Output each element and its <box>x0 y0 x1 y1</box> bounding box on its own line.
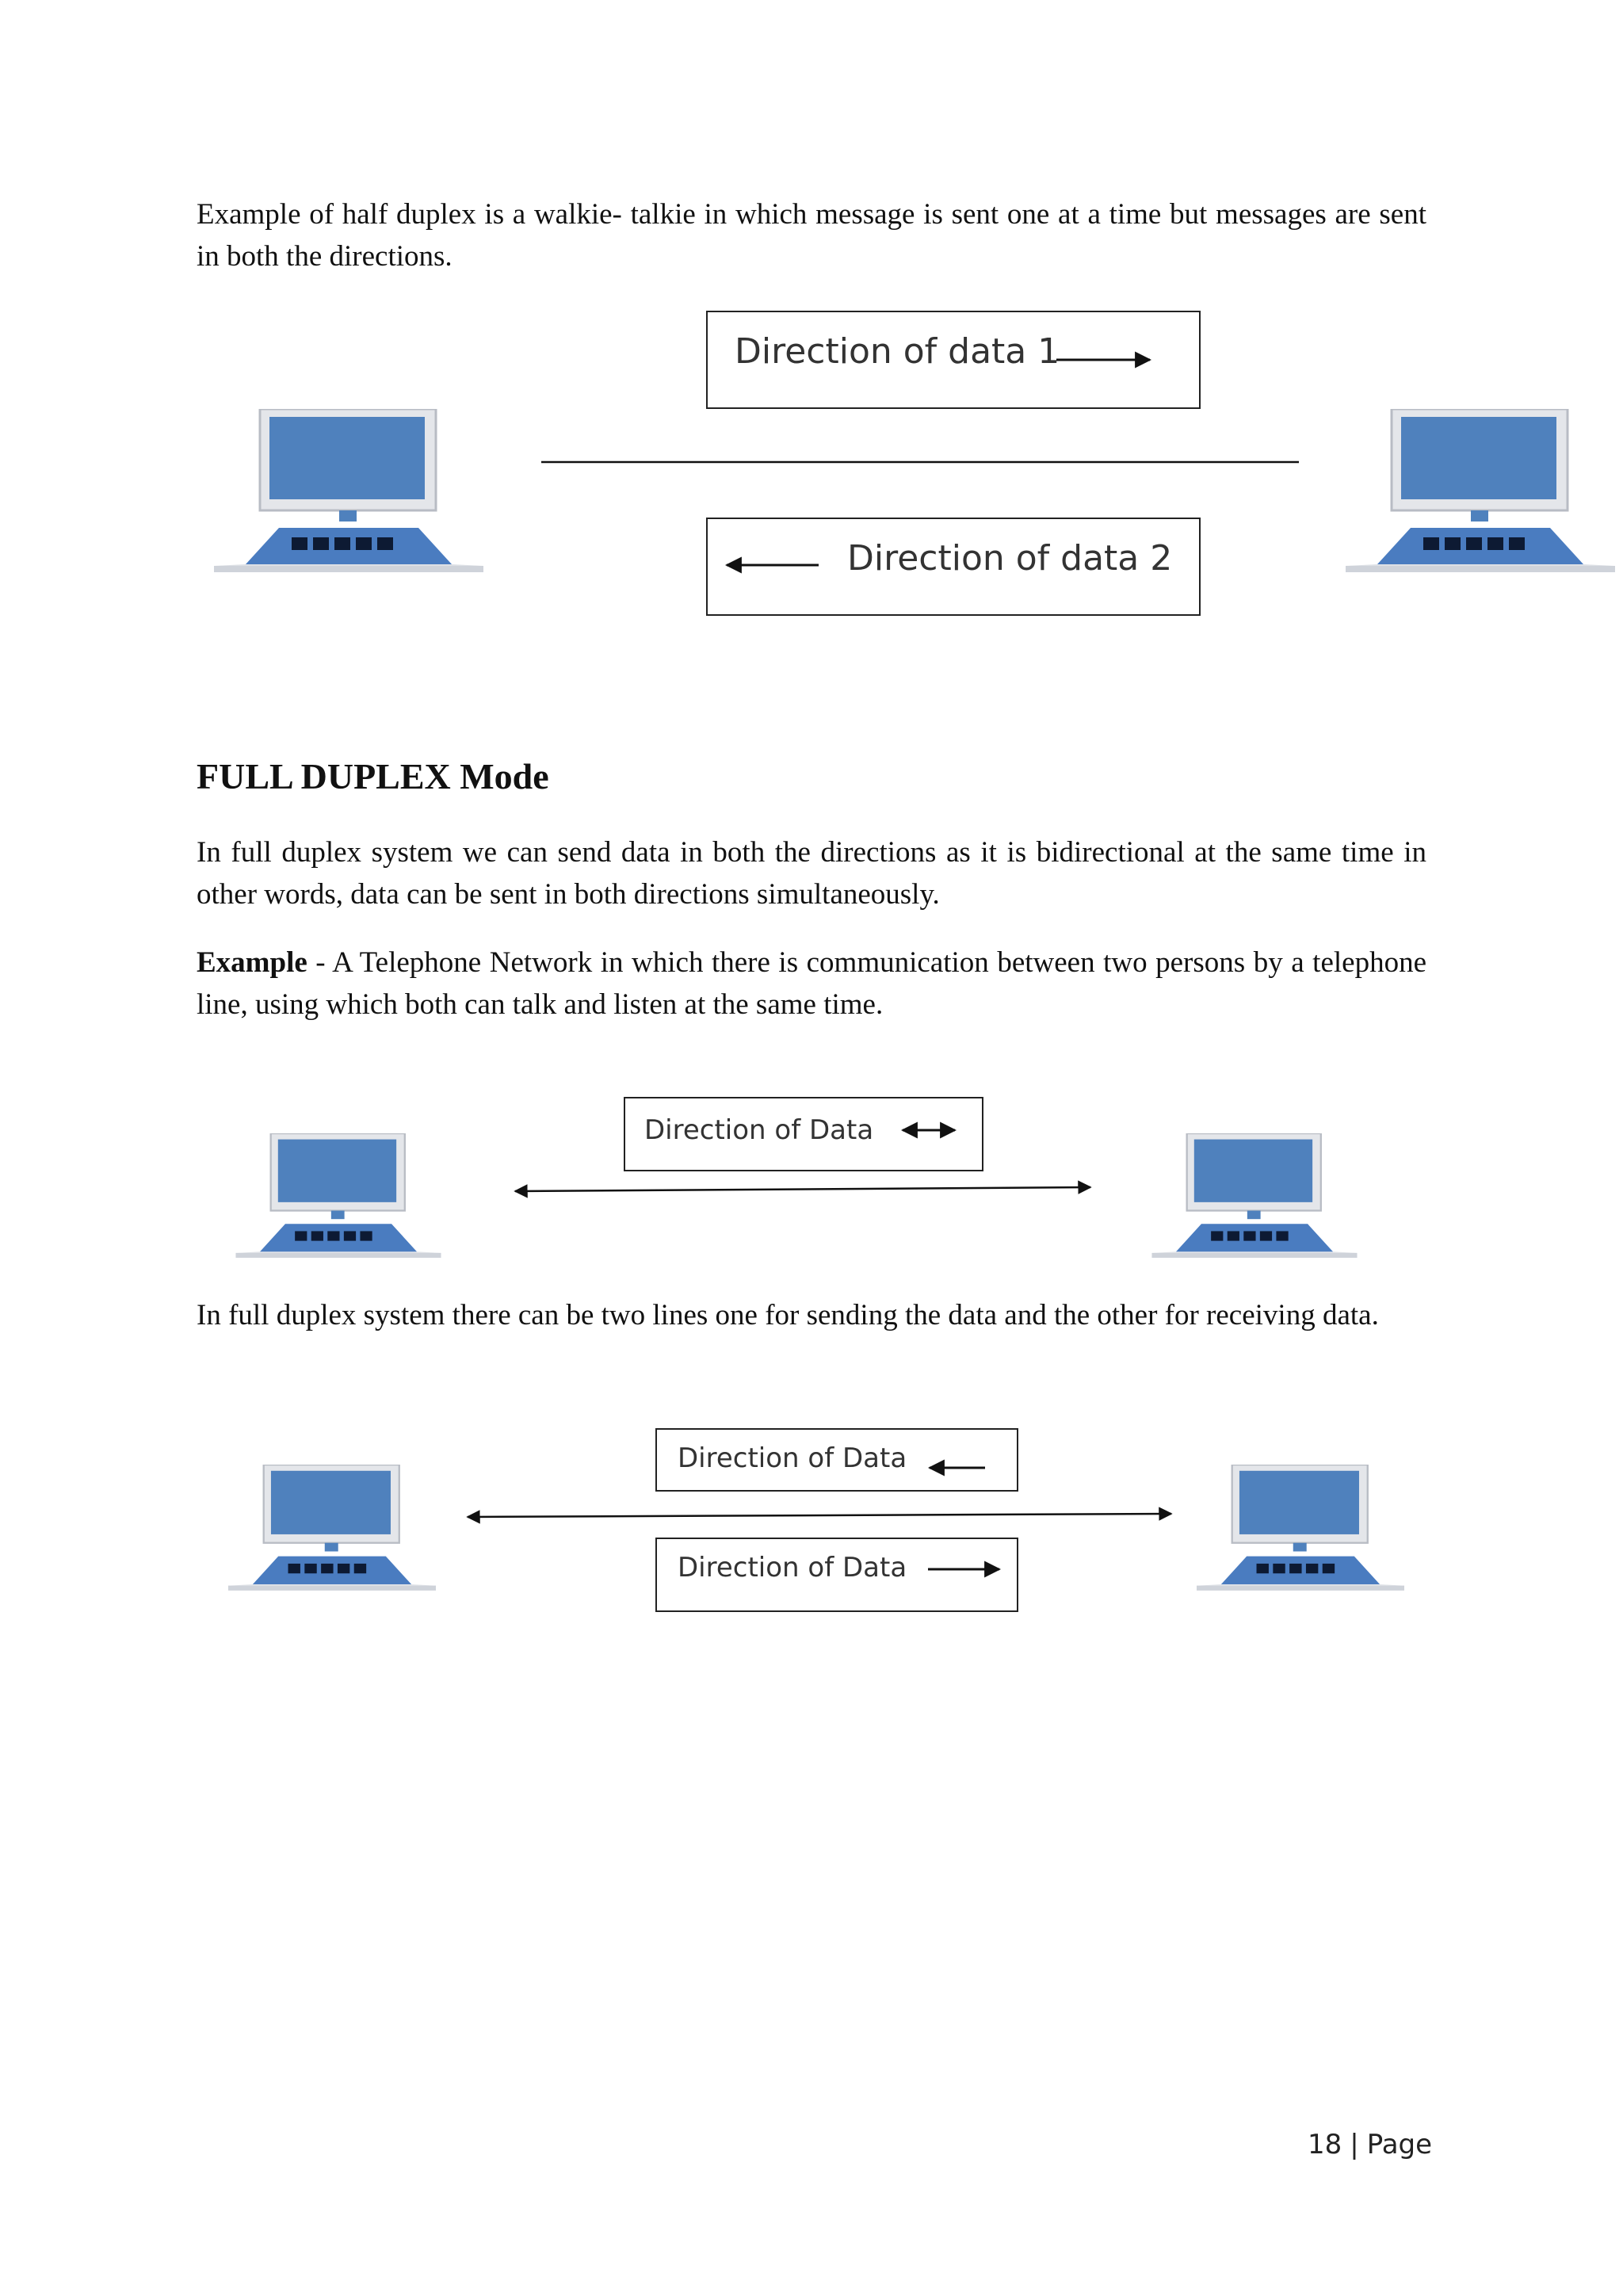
page-number: 18 <box>1308 2129 1342 2160</box>
computer-right-icon <box>1151 1133 1358 1260</box>
bidirectional-line <box>464 1507 1174 1523</box>
direction-box-1 <box>706 311 1201 409</box>
direction-box-2 <box>706 518 1201 616</box>
direction-label-send: Direction of Data <box>678 1552 907 1584</box>
footer-separator: | <box>1350 2129 1359 2160</box>
arrow-right-icon <box>926 1561 1002 1577</box>
example-paragraph <box>197 942 1426 1026</box>
full-duplex-heading: FULL DUPLEX Mode <box>197 756 549 797</box>
arrow-left-icon <box>724 557 820 573</box>
direction-label-receive: Direction of Data <box>678 1442 907 1474</box>
page-label: Page <box>1366 2129 1433 2160</box>
computer-right-icon <box>1346 409 1615 575</box>
double-arrow-icon <box>899 1122 958 1138</box>
bidirectional-line <box>512 1181 1094 1197</box>
arrow-right-icon <box>1056 352 1153 368</box>
direction-label-2: Direction of data 2 <box>847 538 1173 579</box>
computer-left-icon <box>235 1133 441 1260</box>
computer-left-icon <box>228 1465 436 1593</box>
half-duplex-example-paragraph: Example of half duplex is a walkie- talkie in which message is sent one at a time but messages are sent in both the directions. <box>197 198 1426 273</box>
page-footer <box>1308 2129 1432 2160</box>
direction-box-send <box>655 1538 1018 1612</box>
computer-left-icon <box>214 409 483 575</box>
direction-label: Direction of Data <box>644 1114 874 1146</box>
computer-right-icon <box>1197 1465 1404 1593</box>
two-lines-paragraph: In full duplex system there can be two lines one for sending the data and the other for receiving data. <box>197 1299 1379 1331</box>
connection-line <box>541 460 1299 464</box>
direction-box <box>624 1097 983 1171</box>
example-label: Example <box>197 946 307 979</box>
full-duplex-intro-paragraph: In full duplex system we can send data in both the directions as it is bidirectional at the same time in other words, data can be sent in both directions simultaneously. <box>197 836 1426 911</box>
arrow-left-icon <box>926 1460 987 1476</box>
direction-box-receive <box>655 1428 1018 1492</box>
direction-label-1: Direction of data 1 <box>735 331 1060 372</box>
example-text: - A Telephone Network in which there is communication between two persons by a telephone line, using which both can talk and listen at the same time. <box>197 946 1426 1021</box>
